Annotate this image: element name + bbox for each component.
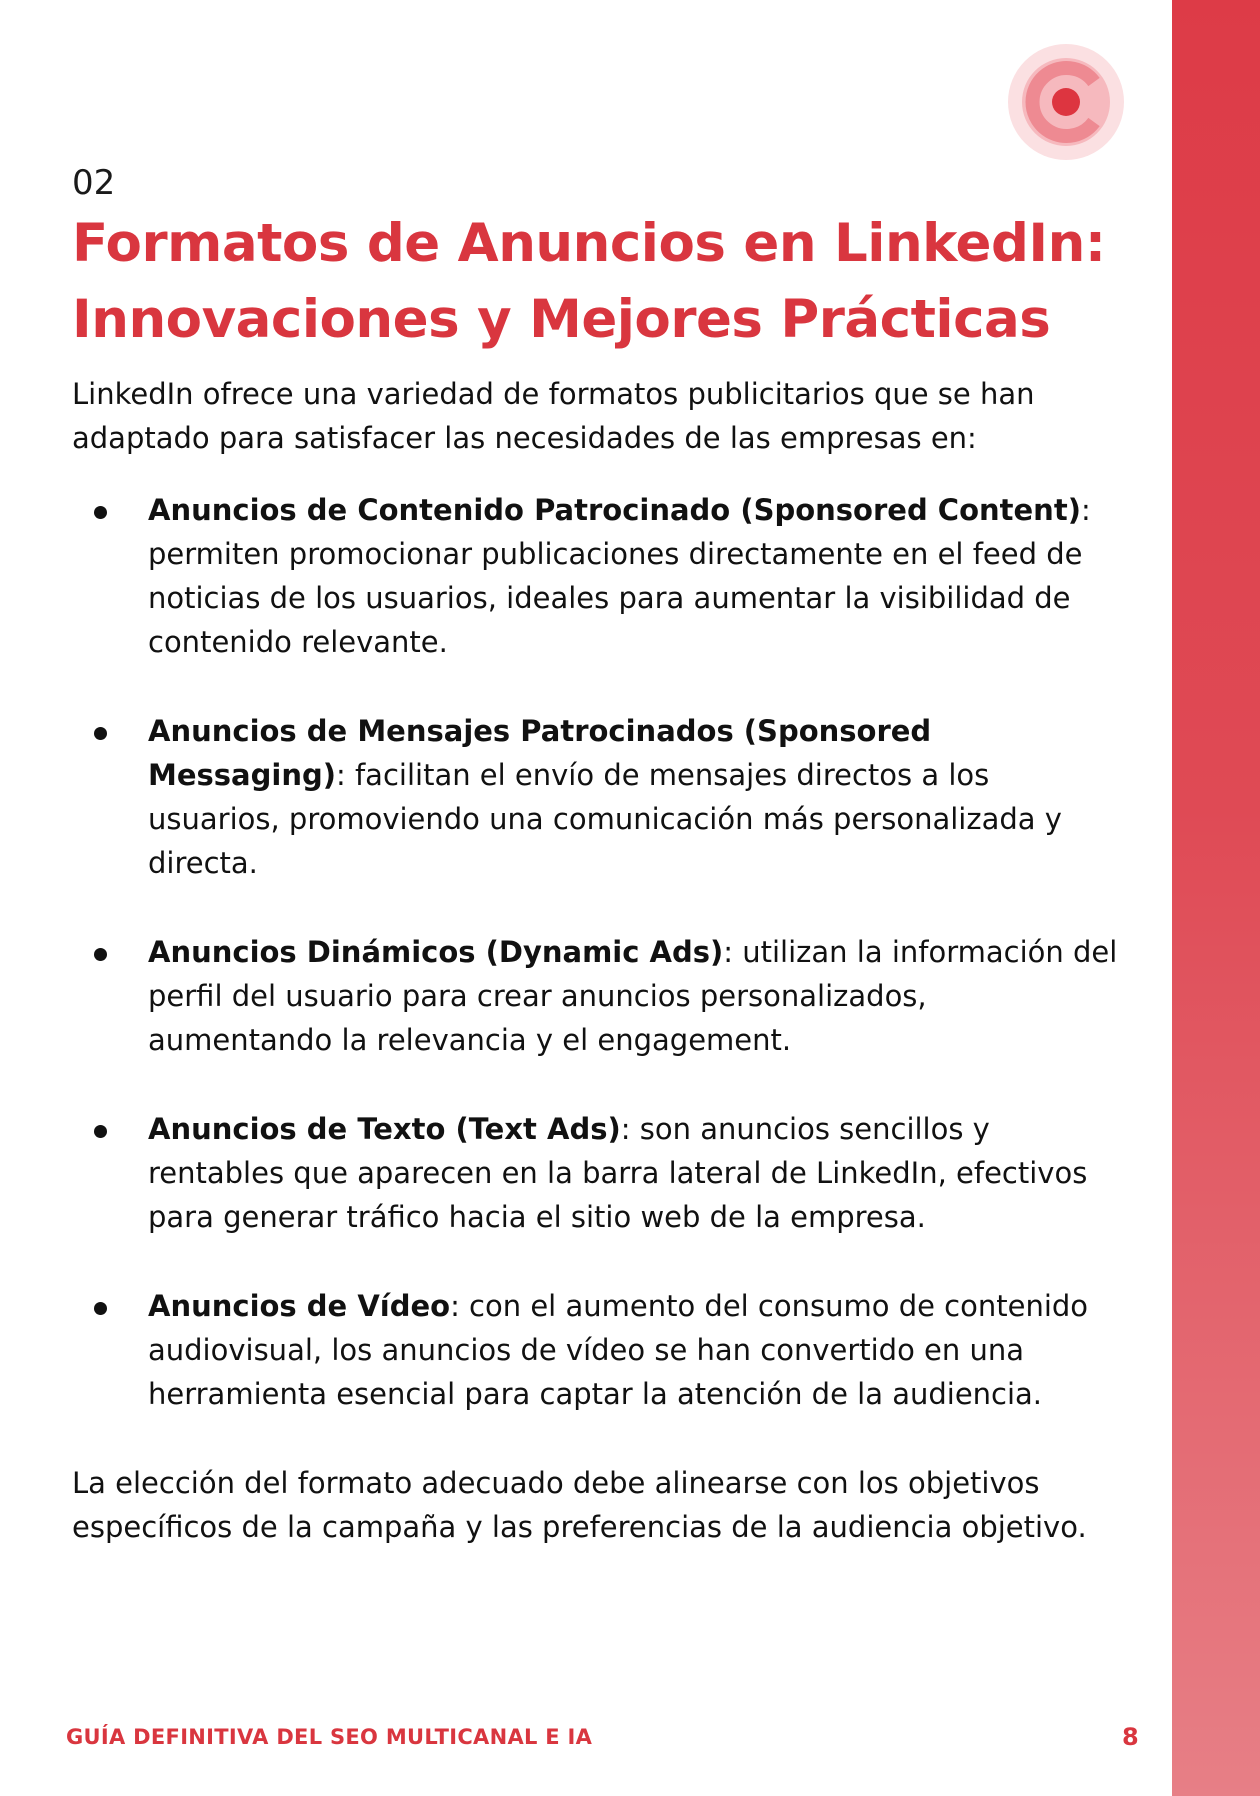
page-content (72, 160, 1120, 1549)
page-title (72, 206, 1120, 358)
list-item (72, 709, 1120, 885)
ad-formats-list (72, 488, 1120, 1416)
bullet-term: Anuncios de Contenido Patrocinado (Sponsored Content) (148, 493, 1081, 527)
bullet-term: Anuncios de Vídeo (148, 1289, 451, 1323)
bullet-term: Anuncios de Mensajes Patrocinados (Sponsored Messaging) (148, 714, 932, 792)
title-line-2: Innovaciones y Mejores Prácticas (72, 289, 1051, 350)
bullet-dot-icon (94, 1125, 107, 1138)
list-item (72, 488, 1120, 664)
bullet-term: Anuncios Dinámicos (Dynamic Ads) (148, 935, 724, 969)
bullet-dot-icon (94, 727, 107, 740)
intro-paragraph: LinkedIn ofrece una variedad de formatos publicitarios que se han adaptado para satisfacer las necesidades de las empresas en: (72, 377, 1035, 455)
bullet-dot-icon (94, 506, 107, 519)
target-logo-icon (1006, 42, 1126, 162)
bullet-text: : facilitan el envío de mensajes directos a los usuarios, promoviendo una comunicación más personalizada y directa. (148, 758, 1062, 880)
bullet-text: : permiten promocionar publicaciones directamente en el feed de noticias de los usuarios, ideales para aumentar la visibilidad de contenido relevante. (148, 493, 1091, 659)
closing-paragraph: La elección del formato adecuado debe alinearse con los objetivos específicos de la campaña y las preferencias de la audiencia objetivo. (72, 1466, 1087, 1544)
list-item (72, 1284, 1120, 1416)
page-number: 8 (1122, 1723, 1139, 1751)
bullet-text: : son anuncios sencillos y rentables que aparecen en la barra lateral de LinkedIn, efectivos para generar tráfico hacia el sitio web de la empresa. (148, 1112, 1088, 1234)
footer-guide-title: GUÍA DEFINITIVA DEL SEO MULTICANAL E IA (66, 1725, 593, 1749)
list-item (72, 930, 1120, 1062)
bullet-dot-icon (94, 948, 107, 961)
bullet-text: : con el aumento del consumo de contenido audiovisual, los anuncios de vídeo se han convertido en una herramienta esencial para captar la atención de la audiencia. (148, 1289, 1089, 1411)
title-line-1: Formatos de Anuncios en LinkedIn: (72, 213, 1106, 274)
decorative-side-bar (1172, 0, 1260, 1796)
list-item (72, 1107, 1120, 1239)
bullet-text: : utilizan la información del perfil del usuario para crear anuncios personalizados, aumentando la relevancia y el engagement. (148, 935, 1118, 1057)
bullet-term: Anuncios de Texto (Text Ads) (148, 1112, 621, 1146)
bullet-dot-icon (94, 1302, 107, 1315)
section-number: 02 (72, 163, 116, 203)
